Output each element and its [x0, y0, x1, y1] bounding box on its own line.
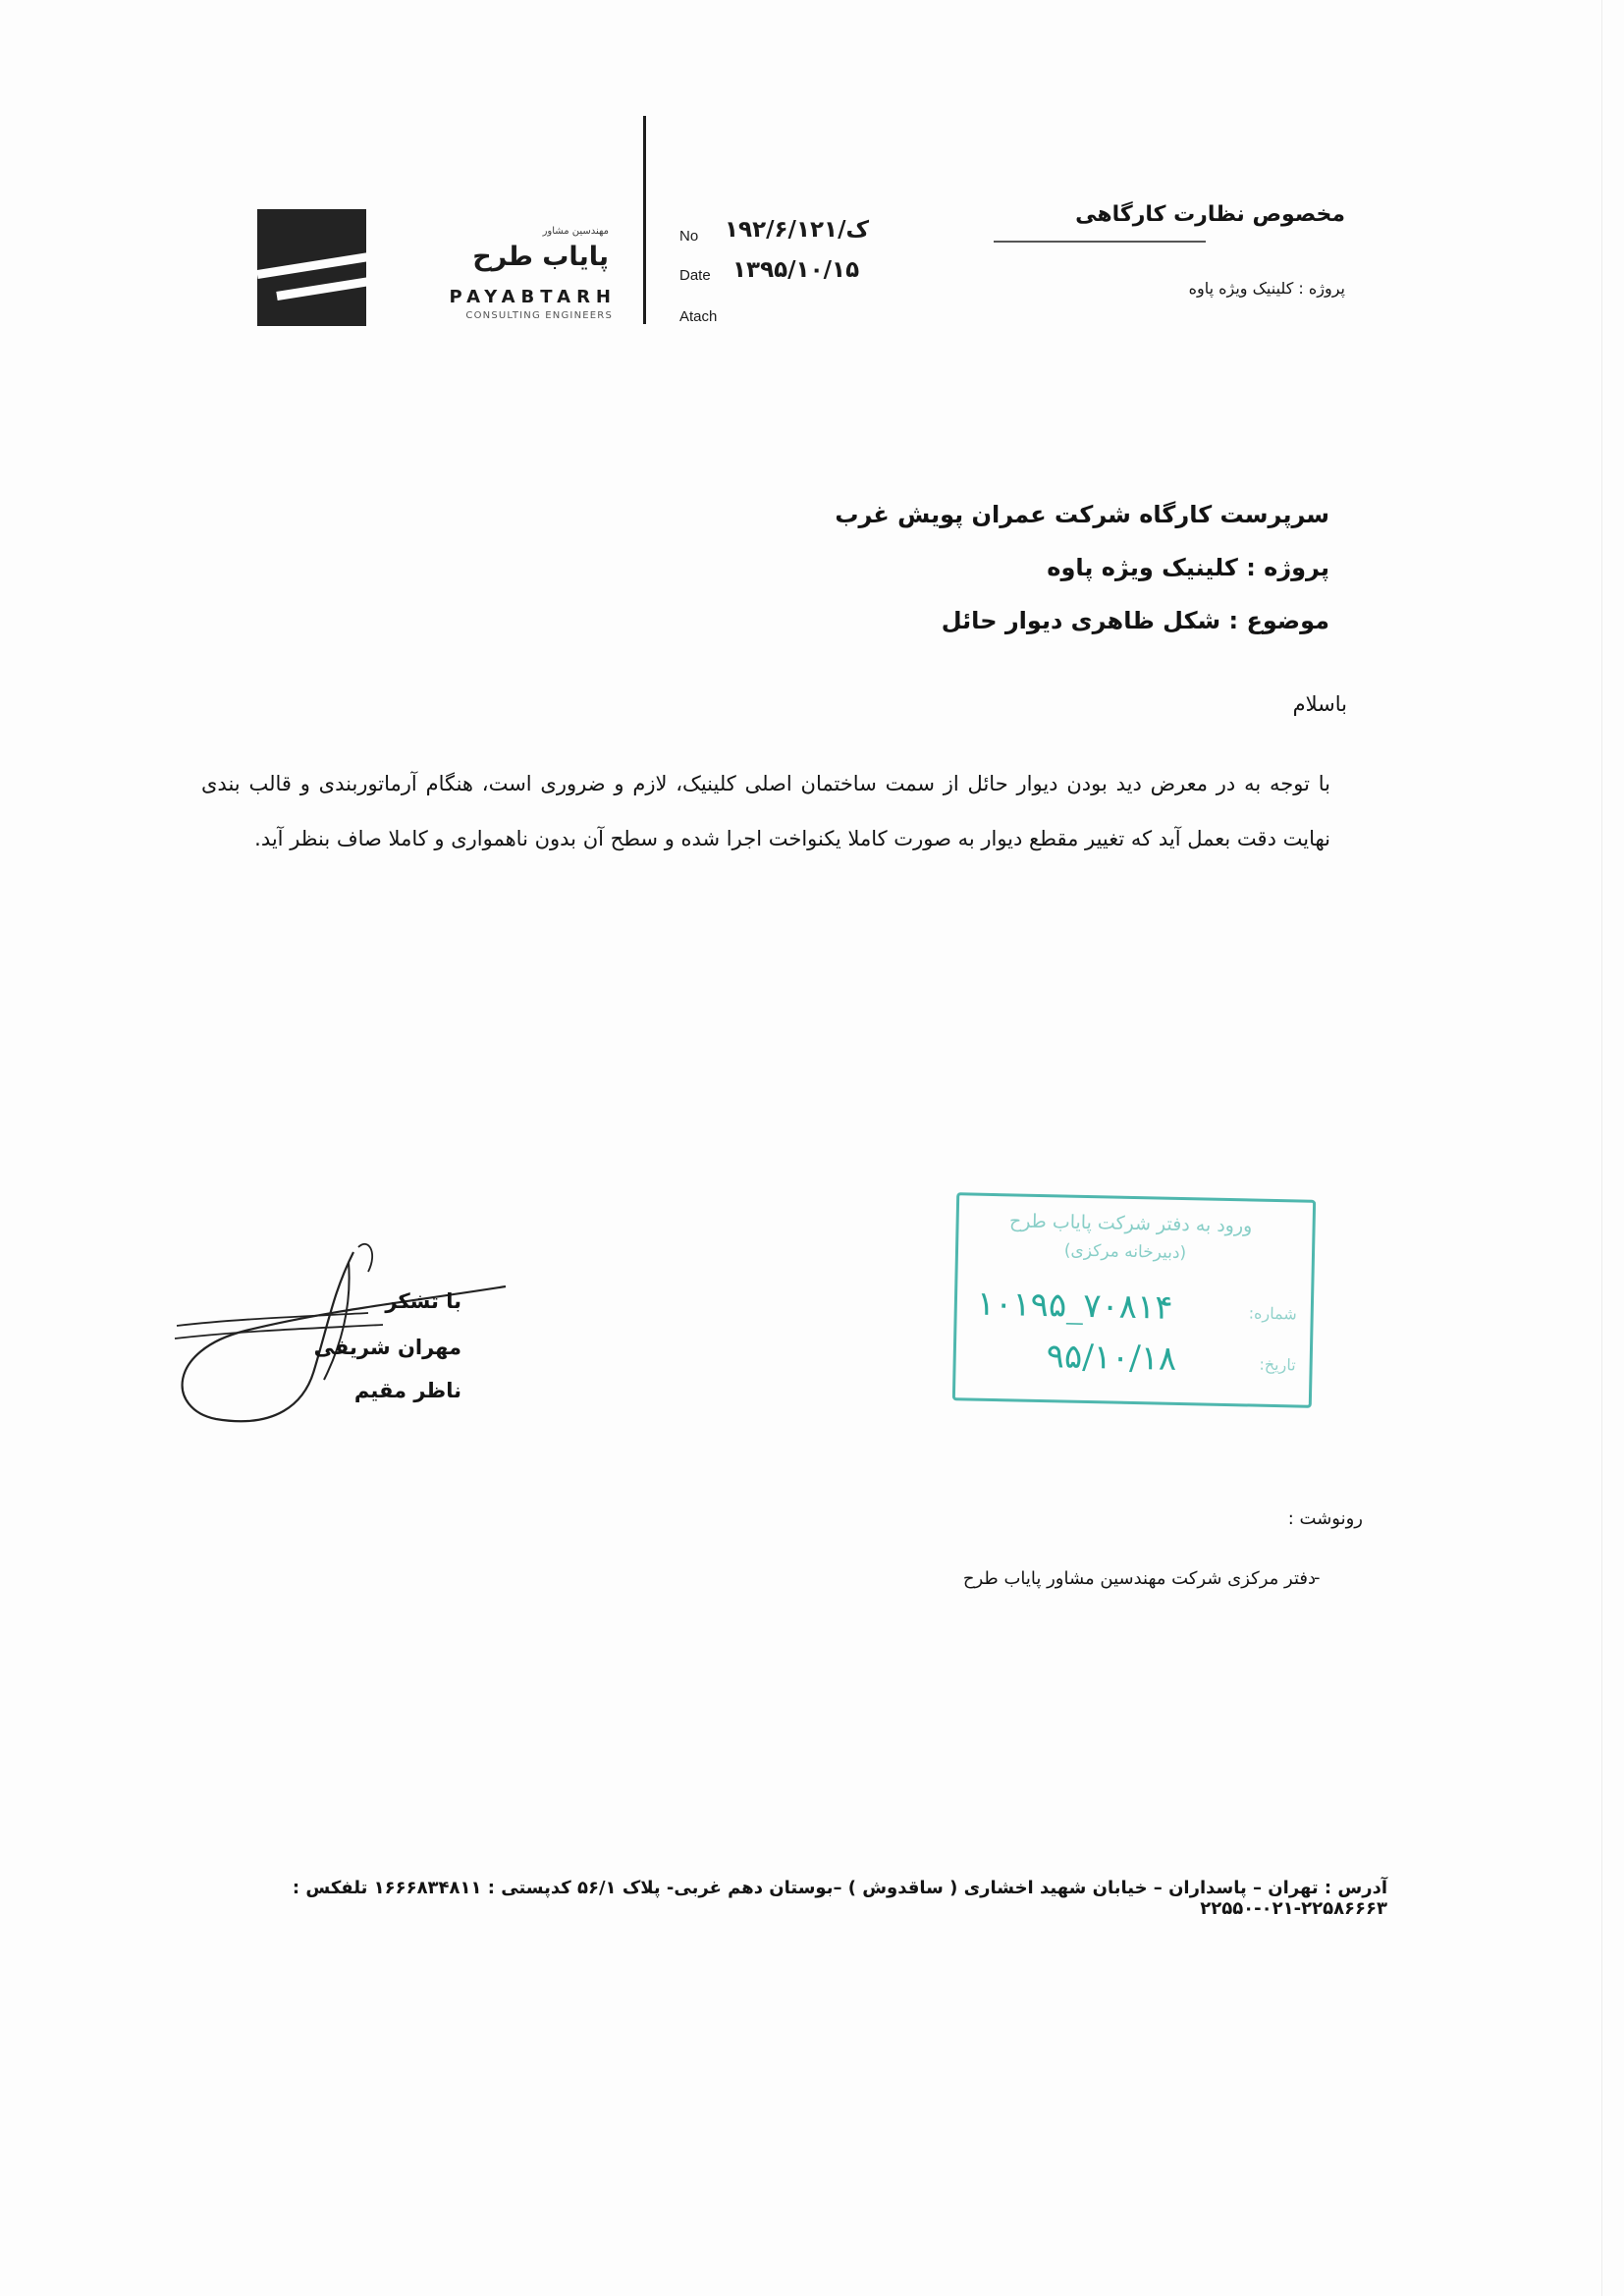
logo-subtitle-en: CONSULTING ENGINEERS	[465, 310, 613, 321]
cc-item: دفتر مرکزی شرکت مهندسین مشاور پایاب طرح	[962, 1568, 1316, 1589]
closing: با تشکر	[385, 1289, 461, 1313]
stamp-date-value: ۹۵/۱۰/۱۸	[1046, 1337, 1177, 1379]
receipt-stamp	[952, 1192, 1316, 1408]
stamp-line2: (دبیرخانه مرکزی)	[1063, 1240, 1187, 1264]
subject: موضوع : شکل ظاهری دیوار حائل	[941, 607, 1329, 634]
logo-tagline: مهندسین مشاور	[542, 226, 609, 237]
stamp-number-label: شماره:	[1248, 1303, 1297, 1324]
page-edge	[1601, 0, 1602, 2296]
footer-address: آدرس : تهران – پاسداران – خیابان شهید اخشاری ( ساقدوش ) –بوستان دهم غربی- پلاک ۵۶/۱ کدپستی : ۱۶۶۶۸۳۴۸۱۱ تلفکس : ۲۲۵۸۶۶۶۳-۰۲۱-۲۲۵۵۰	[292, 1878, 1387, 1919]
company-logo	[257, 209, 366, 326]
stamp-number-value: ۱۰۱۹۵_۷۰۸۱۴	[976, 1284, 1173, 1328]
header-divider	[643, 116, 646, 324]
cc-title: رونوشت :	[1287, 1508, 1363, 1529]
special-supervision-title: مخصوص نظارت کارگاهی	[1075, 202, 1345, 227]
attach-label: Atach	[679, 308, 718, 325]
stamp-line1: ورود به دفتر شرکت پایاب طرح	[1008, 1210, 1253, 1237]
cc-dash: -	[1314, 1567, 1321, 1588]
addressee-project: پروژه : کلینیک ویژه پاوه	[1047, 554, 1329, 581]
recipient: سرپرست کارگاه شرکت عمران پویش غرب	[835, 501, 1329, 528]
no-value: ۱۹۲/۶/ک/۱۲۱	[725, 217, 870, 243]
header-project: پروژه : کلینیک ویژه پاوه	[1188, 279, 1345, 298]
logo-company-fa: پایاب طرح	[472, 242, 609, 272]
date-label: Date	[679, 267, 711, 284]
special-underline	[994, 241, 1206, 243]
greeting: باسلام	[1292, 692, 1347, 716]
body-paragraph: با توجه به در معرض دید بودن دیوار حائل از سمت ساختمان اصلی کلینیک، لازم و ضروری است، هنگام آرماتوربندی و قالب بندی نهایت دقت بعمل آید که تغییر مقطع دیوار به صورت کاملا یکنواخت اجرا شده و سطح آن بدون ناهمواری و کاملا صاف بنظر آید.	[201, 772, 1330, 850]
signer-title: ناظر مقیم	[353, 1379, 461, 1402]
stamp-date-label: تاریخ:	[1259, 1354, 1296, 1375]
logo-company-en: PAYABTARH	[449, 287, 617, 307]
date-value: ۱۳۹۵/۱۰/۱۵	[732, 257, 860, 283]
signer-name: مهران شریفی	[313, 1336, 461, 1359]
no-label: No	[679, 228, 699, 245]
